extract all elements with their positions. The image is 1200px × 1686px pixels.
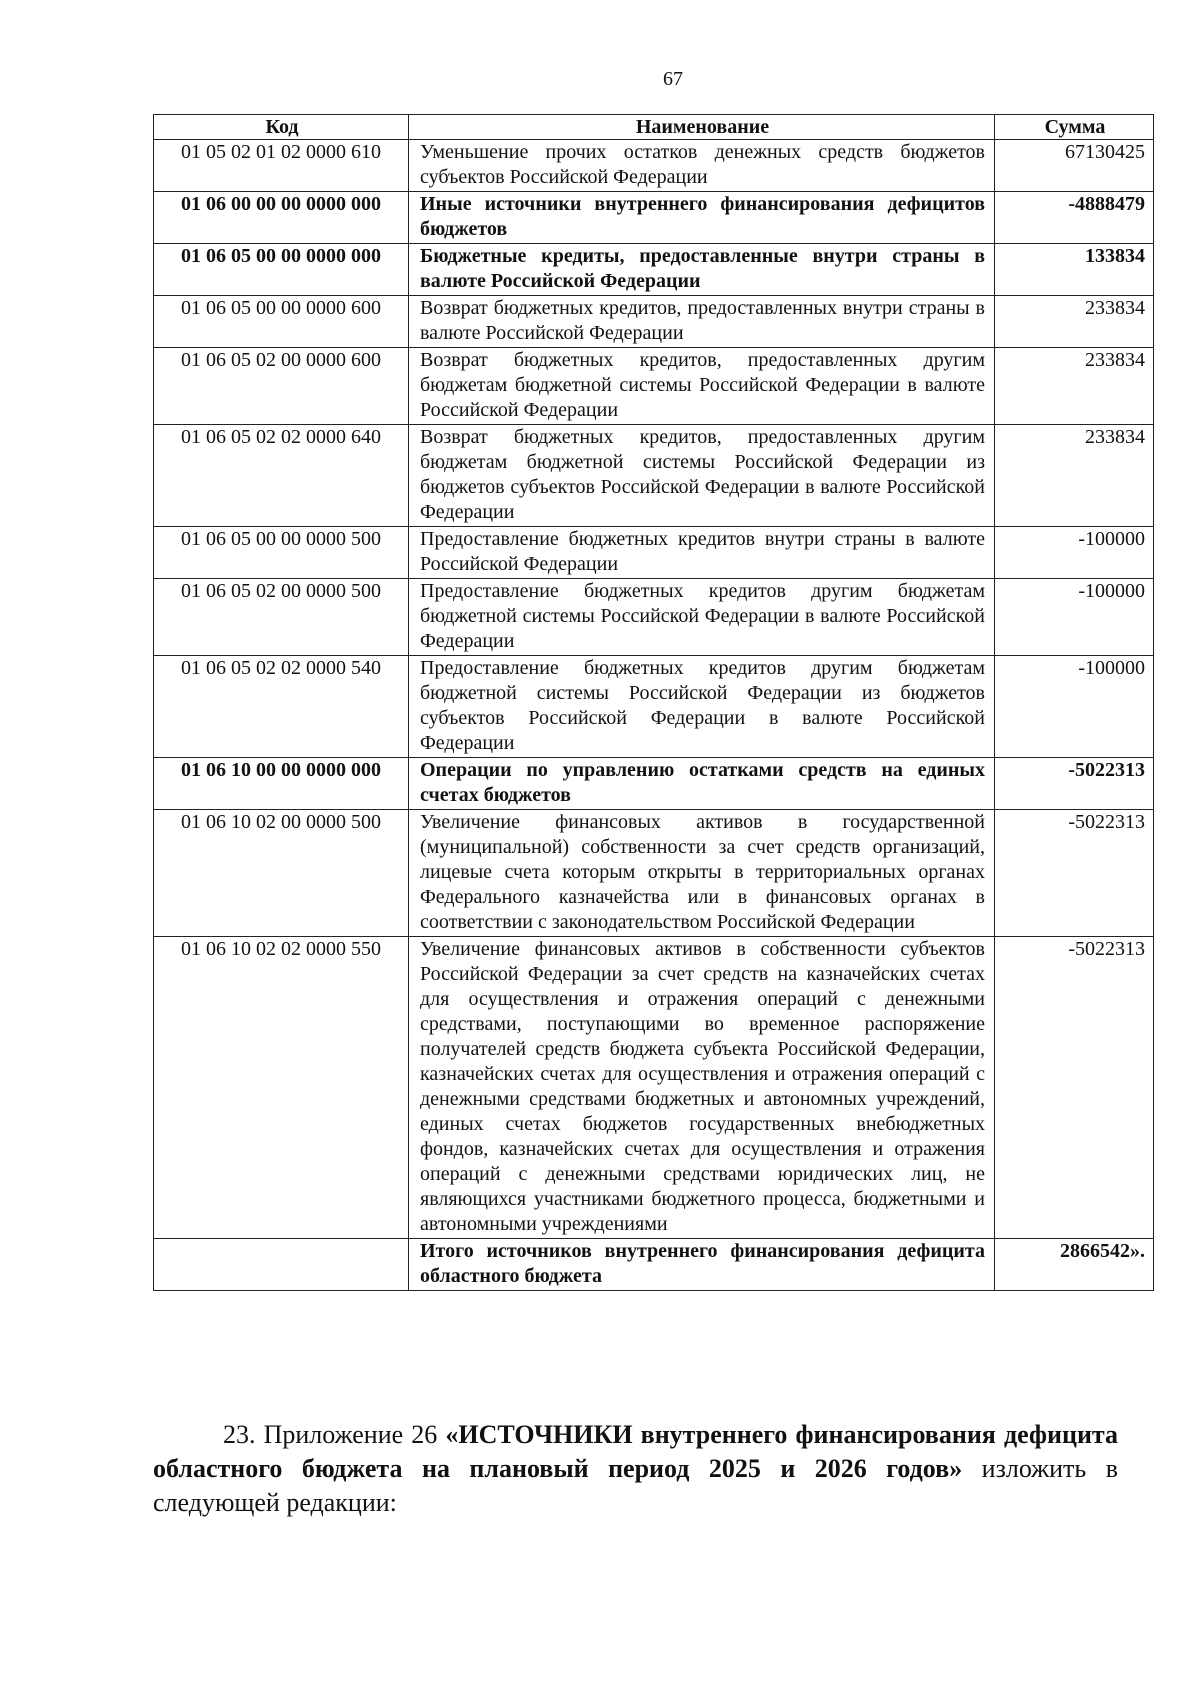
table-header-row xyxy=(154,115,1154,140)
sum-cell: 233834 xyxy=(995,348,1154,425)
sum-cell: 233834 xyxy=(995,425,1154,527)
code-cell: 01 06 05 02 00 0000 500 xyxy=(154,579,409,656)
financing-sources-table xyxy=(153,114,1154,1291)
table-row xyxy=(154,192,1154,244)
sum-cell: -100000 xyxy=(995,579,1154,656)
code-cell: 01 06 05 02 02 0000 640 xyxy=(154,425,409,527)
name-cell: Возврат бюджетных кредитов, предоставленных другим бюджетам бюджетной системы Российской Федерации в валюте Российской Федерации xyxy=(409,348,995,425)
name-cell: Возврат бюджетных кредитов, предоставленных другим бюджетам бюджетной системы Российской Федерации из бюджетов субъектов Российской Федерации в валюте Российской Федерации xyxy=(409,425,995,527)
code-cell: 01 05 02 01 02 0000 610 xyxy=(154,140,409,192)
sum-cell: 133834 xyxy=(995,244,1154,296)
sum-cell: -100000 xyxy=(995,656,1154,758)
table-row xyxy=(154,244,1154,296)
name-cell: Предоставление бюджетных кредитов внутри страны в валюте Российской Федерации xyxy=(409,527,995,579)
header-sum: Сумма xyxy=(995,115,1154,140)
name-cell: Иные источники внутреннего финансирования дефицитов бюджетов xyxy=(409,192,995,244)
table-row xyxy=(154,656,1154,758)
table-row xyxy=(154,140,1154,192)
code-cell: 01 06 10 00 00 0000 000 xyxy=(154,758,409,810)
sum-cell: -5022313 xyxy=(995,758,1154,810)
closing-suffix: изложить в следующей редакции: xyxy=(153,1454,1118,1517)
closing-paragraph xyxy=(153,1418,1118,1520)
closing-appendix-title: «ИСТОЧНИКИ внутреннего финансирования дефицита областного бюджета на плановый период 2025 и 2026 годов» xyxy=(153,1420,1119,1483)
code-cell: 01 06 10 02 00 0000 500 xyxy=(154,810,409,937)
name-cell: Итого источников внутреннего финансирования дефицита областного бюджета xyxy=(409,1239,995,1291)
page-number: 67 xyxy=(663,68,683,90)
name-cell: Операции по управлению остатками средств на единых счетах бюджетов xyxy=(409,758,995,810)
sum-cell: -100000 xyxy=(995,527,1154,579)
table-body xyxy=(154,140,1154,1291)
code-cell xyxy=(154,1239,409,1291)
table-row xyxy=(154,579,1154,656)
closing-prefix: 23. Приложение 26 xyxy=(223,1420,446,1449)
table-row xyxy=(154,1239,1154,1291)
table-row xyxy=(154,758,1154,810)
name-cell: Увеличение финансовых активов в государственной (муниципальной) собственности за счет средств организаций, лицевые счета которым открыты в территориальных органах Федерального казначейства или в финансовых органах в соответствии с законодательством Российской Федерации xyxy=(409,810,995,937)
code-cell: 01 06 05 02 02 0000 540 xyxy=(154,656,409,758)
sum-cell: -4888479 xyxy=(995,192,1154,244)
name-cell: Предоставление бюджетных кредитов другим бюджетам бюджетной системы Российской Федерации из бюджетов субъектов Российской Федерации в валюте Российской Федерации xyxy=(409,656,995,758)
code-cell: 01 06 05 00 00 0000 500 xyxy=(154,527,409,579)
header-code: Код xyxy=(154,115,409,140)
code-cell: 01 06 05 00 00 0000 000 xyxy=(154,244,409,296)
table-row xyxy=(154,348,1154,425)
table-row xyxy=(154,937,1154,1239)
code-cell: 01 06 10 02 02 0000 550 xyxy=(154,937,409,1239)
name-cell: Бюджетные кредиты, предоставленные внутри страны в валюте Российской Федерации xyxy=(409,244,995,296)
sum-cell: -5022313 xyxy=(995,937,1154,1239)
sum-cell: 67130425 xyxy=(995,140,1154,192)
table-row xyxy=(154,810,1154,937)
table-row xyxy=(154,296,1154,348)
sum-cell: -5022313 xyxy=(995,810,1154,937)
code-cell: 01 06 05 02 00 0000 600 xyxy=(154,348,409,425)
code-cell: 01 06 05 00 00 0000 600 xyxy=(154,296,409,348)
sum-cell: 233834 xyxy=(995,296,1154,348)
code-cell: 01 06 00 00 00 0000 000 xyxy=(154,192,409,244)
name-cell: Уменьшение прочих остатков денежных средств бюджетов субъектов Российской Федерации xyxy=(409,140,995,192)
table-row xyxy=(154,425,1154,527)
name-cell: Возврат бюджетных кредитов, предоставленных внутри страны в валюте Российской Федерации xyxy=(409,296,995,348)
header-name: Наименование xyxy=(409,115,995,140)
name-cell: Предоставление бюджетных кредитов другим бюджетам бюджетной системы Российской Федерации в валюте Российской Федерации xyxy=(409,579,995,656)
sum-cell: 2866542». xyxy=(995,1239,1154,1291)
name-cell: Увеличение финансовых активов в собственности субъектов Российской Федерации за счет средств на казначейских счетах для осуществления и отражения операций с денежными средствами, поступающими во временное распоряжение получателей средств бюджета субъекта Российской Федерации, казначейских счетах для осуществления и отражения операций с денежными средствами бюджетных и автономных учреждений, единых счетах бюджетов государственных внебюджетных фондов, казначейских счетах для осуществления и отражения операций с денежными средствами юридических лиц, не являющихся участниками бюджетного процесса, бюджетными и автономными учреждениями xyxy=(409,937,995,1239)
table-row xyxy=(154,527,1154,579)
